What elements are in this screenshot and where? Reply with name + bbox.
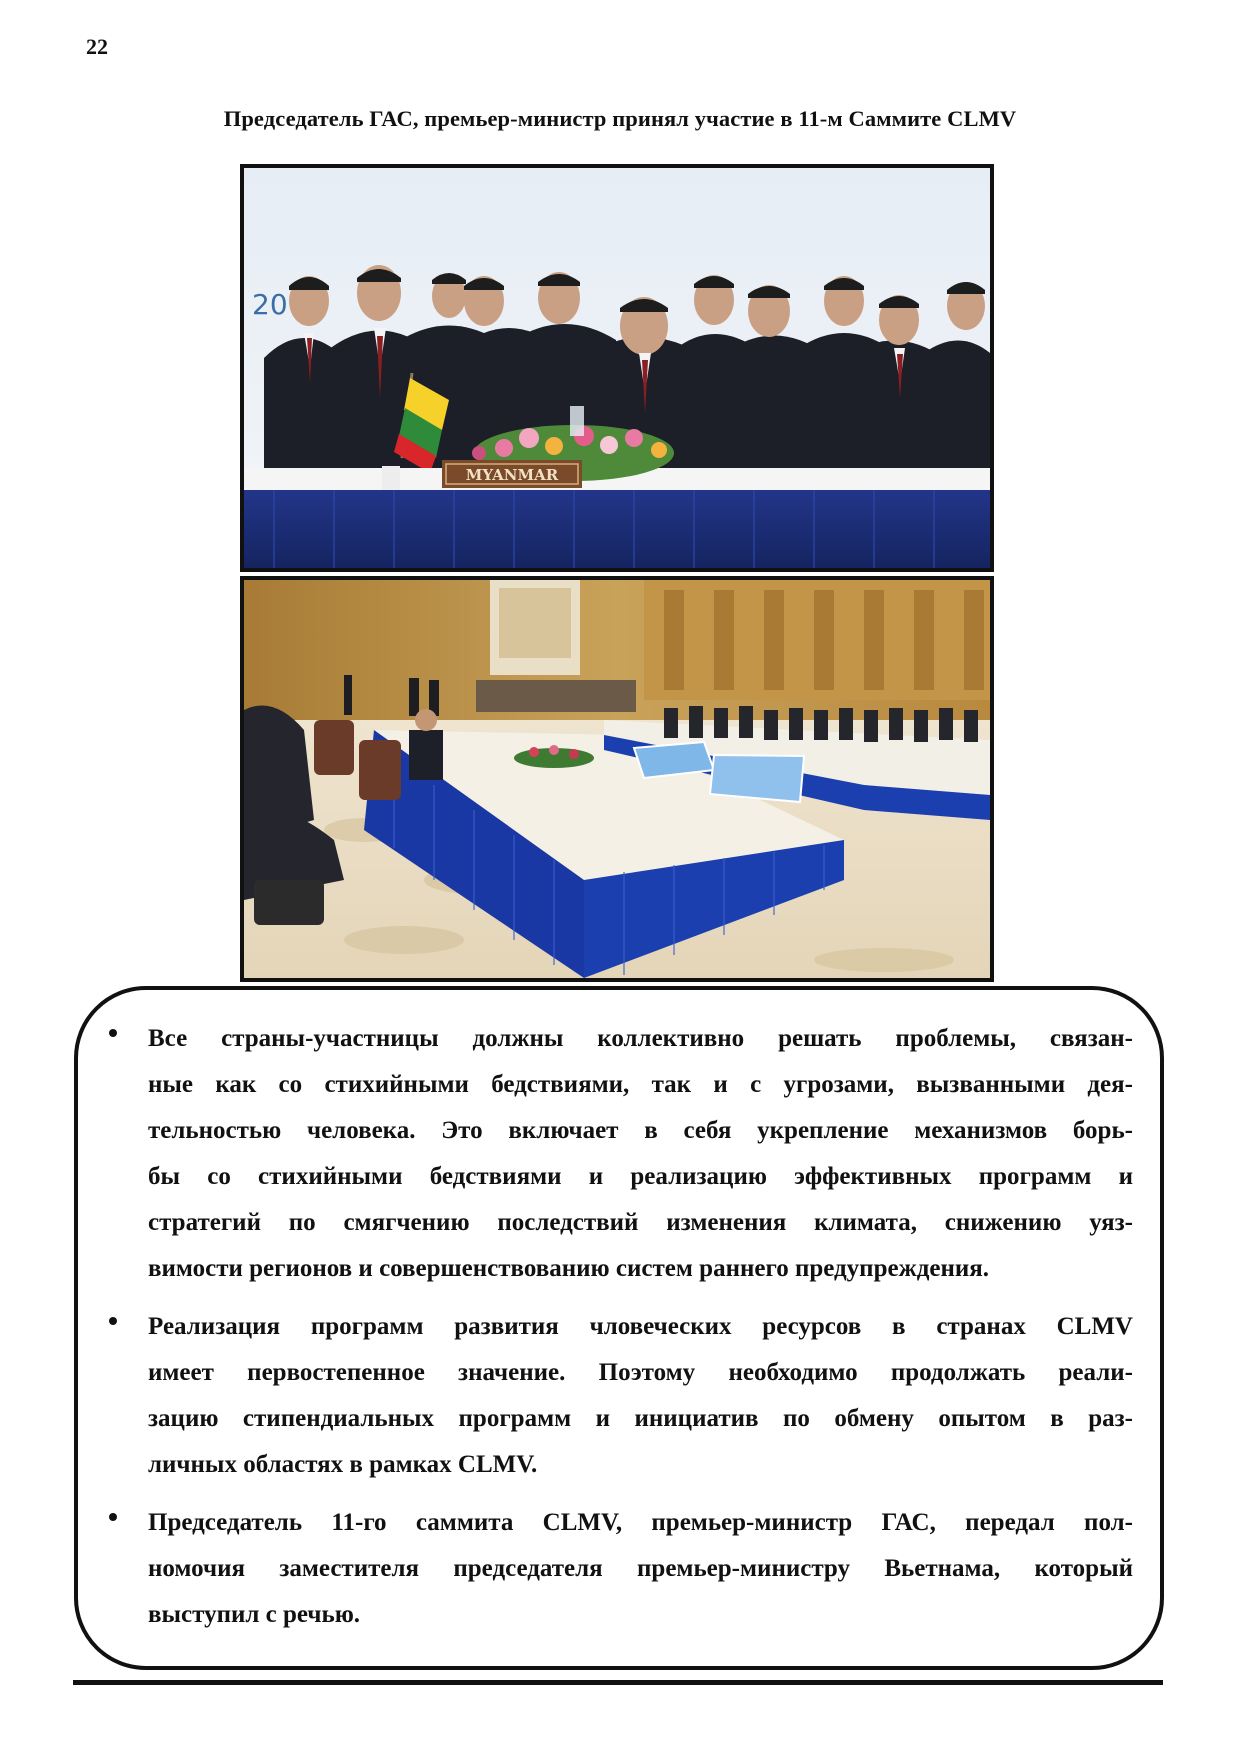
delegation-photo-image bbox=[244, 168, 990, 568]
bullet-icon bbox=[109, 1513, 117, 1521]
summary-list bbox=[78, 1016, 1160, 1650]
bullet-text bbox=[148, 1500, 1133, 1638]
text-line: Председатель 11-го саммита CLMV, премьер-министр ГАС, передал пол- bbox=[148, 1509, 1133, 1536]
bottom-rule bbox=[73, 1680, 1163, 1685]
text-line: номочия заместителя председателя премьер-министру Вьетнама, который bbox=[148, 1555, 1133, 1582]
summit-hall-photo-image bbox=[244, 580, 990, 978]
list-item bbox=[78, 1304, 1160, 1488]
banner-partial-text: 20 bbox=[252, 288, 288, 321]
text-line: ные как со стихийными бедствиями, так и с угрозами, вызванными дея- bbox=[148, 1071, 1133, 1098]
text-line: вимости регионов и совершенствованию систем раннего предупреждения. bbox=[148, 1255, 990, 1282]
text-line: бы со стихийными бедствиями и реализацию эффективных программ и bbox=[148, 1163, 1133, 1190]
text-line: личных областях в рамках CLMV. bbox=[148, 1451, 538, 1478]
summary-box bbox=[74, 986, 1164, 1670]
text-line: Все страны-участницы должны коллективно решать проблемы, связан- bbox=[148, 1025, 1133, 1052]
bullet-icon bbox=[109, 1029, 117, 1037]
text-line: Реализация программ развития чловеческих ресурсов в странах CLMV bbox=[148, 1313, 1133, 1340]
delegation-photo bbox=[240, 164, 994, 572]
text-line: выступил с речью. bbox=[148, 1601, 361, 1628]
bullet-text bbox=[148, 1304, 1133, 1488]
summit-hall-photo bbox=[240, 576, 994, 982]
text-line: стратегий по смягчению последствий изменения климата, снижению уяз- bbox=[148, 1209, 1133, 1236]
text-line: имеет первостепенное значение. Поэтому необходимо продолжать реали- bbox=[148, 1359, 1133, 1386]
page-title: Председатель ГАС, премьер-министр принял участие в 11-м Саммите CLMV bbox=[223, 106, 1017, 131]
text-line: зацию стипендиальных программ и инициатив по обмену опытом в раз- bbox=[148, 1405, 1133, 1432]
list-item bbox=[78, 1016, 1160, 1292]
text-line: тельностью человека. Это включает в себя укрепление механизмов борь- bbox=[148, 1117, 1133, 1144]
bullet-icon bbox=[109, 1317, 117, 1325]
page-number: 22 bbox=[86, 34, 108, 59]
list-item bbox=[78, 1500, 1160, 1638]
bullet-text bbox=[148, 1016, 1133, 1292]
briefcase bbox=[254, 880, 324, 925]
placard-text: MYANMAR bbox=[465, 466, 559, 484]
